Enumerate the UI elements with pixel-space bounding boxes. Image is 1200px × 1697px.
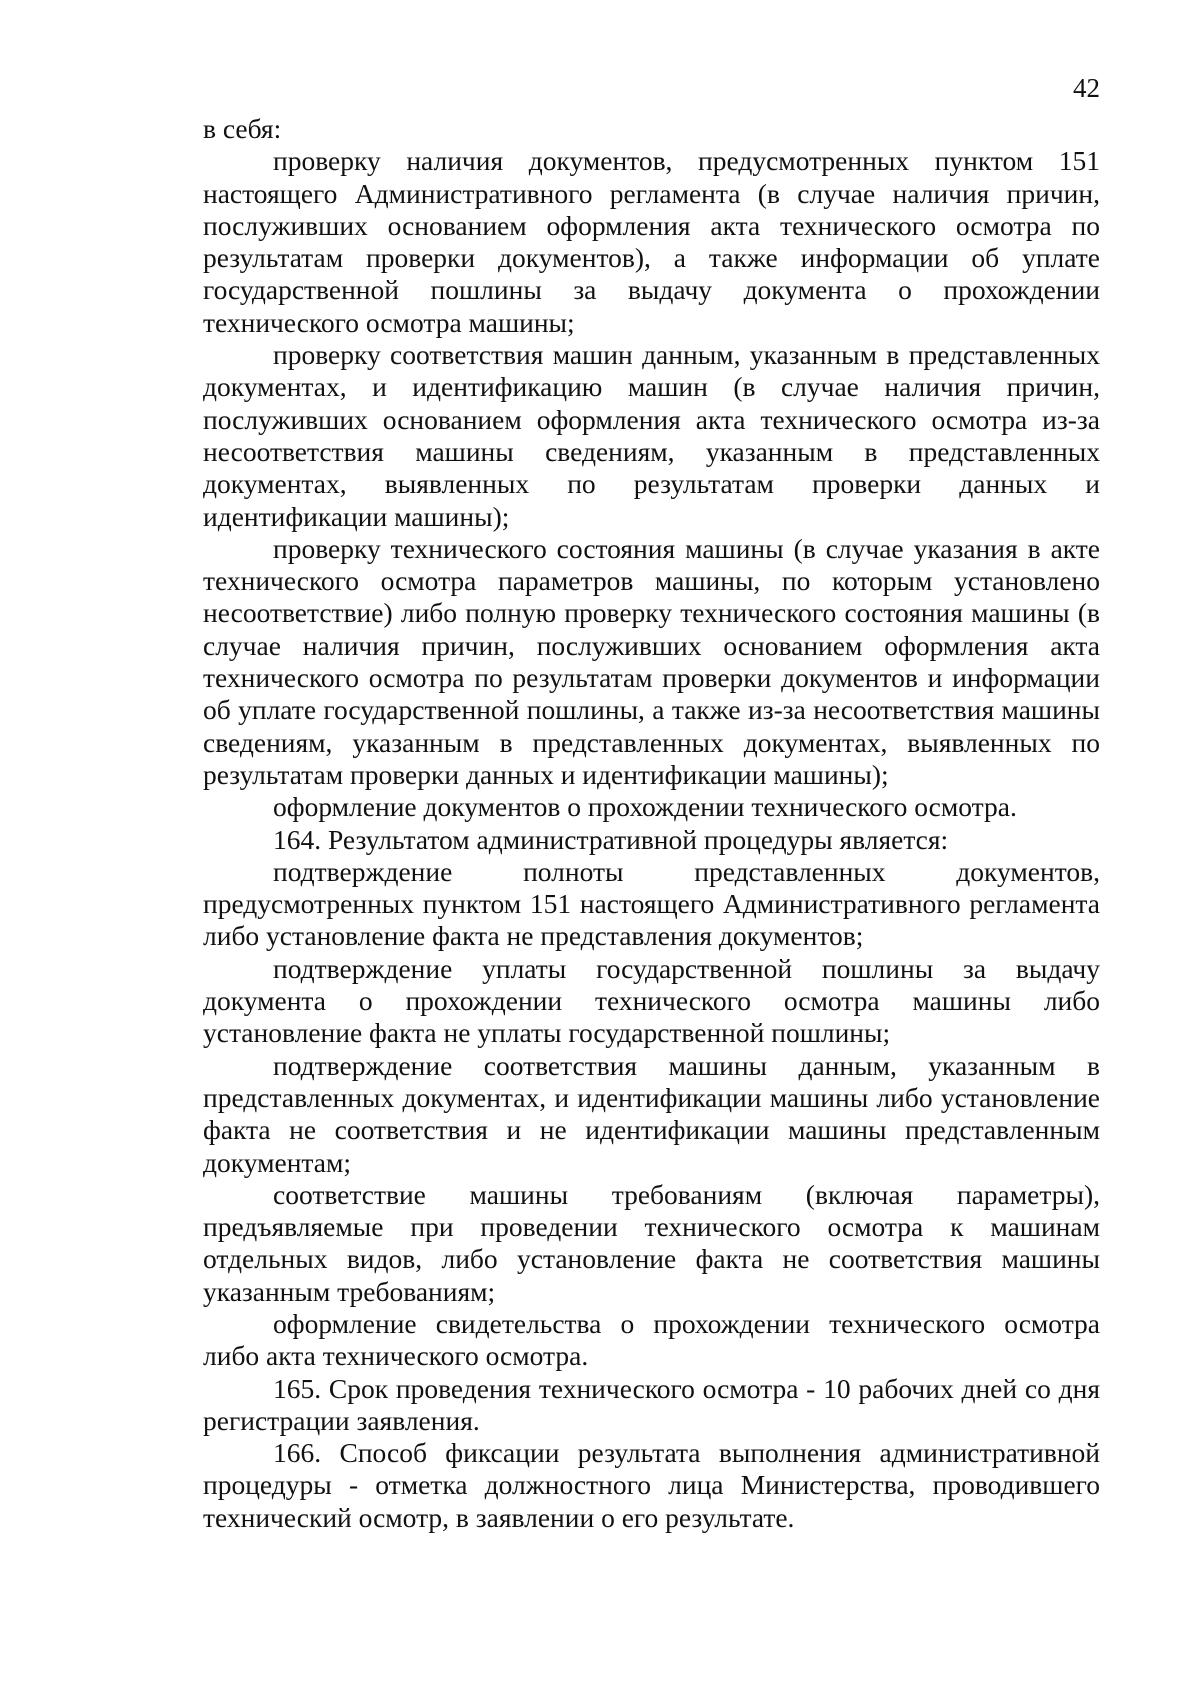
paragraph: проверку соответствия машин данным, указанным в представленных документах, и идентификацию машин (в случае наличия причин, послуживших основанием оформления акта технического осмотра из-за несоответствия машины сведениям, указанным в представленных документах, выявленных по результатам проверки данных и идентификации машины); <box>203 339 1100 532</box>
paragraph: в себя: <box>203 113 282 144</box>
paragraph: соответствие машины требованиям (включая параметры), предъявляемые при проведении технического осмотра к машинам отдельных видов, либо установление факта не соответствия машины указанным требованиям; <box>203 1178 1100 1307</box>
paragraph: оформление свидетельства о прохождении технического осмотра либо акта технического осмотра. <box>203 1307 1100 1372</box>
paragraph: проверку технического состояния машины (в случае указания в акте технического осмотра параметров машины, по которым установлено несоответствие) либо полную проверку технического состояния машины (в случае наличия причин, послуживших основанием оформления акта технического осмотра по результатам проверки документов и информации об уплате государственной пошлины, а также из-за несоответствия машины сведениям, указанным в представленных документах, выявленных по результатам проверки данных и идентификации машины); <box>203 532 1100 790</box>
paragraph: 165. Срок проведения технического осмотра - 10 рабочих дней со дня регистрации заявления. <box>203 1372 1100 1436</box>
paragraph: 164. Результатом административной процедуры является: <box>273 823 949 855</box>
paragraph: подтверждение соответствия машины данным, указанным в представленных документах, и идентификации машины либо установление факта не соответствия и не идентификации машины представленным документам; <box>203 1049 1100 1178</box>
paragraph: подтверждение полноты представленных документов, предусмотренных пунктом 151 настоящего Административного регламента либо установление факта не представления документов; <box>203 855 1100 952</box>
paragraph: оформление документов о прохождении технического осмотра. <box>273 791 1017 823</box>
document-body <box>203 113 1100 1534</box>
paragraph: подтверждение уплаты государственной пошлины за выдачу документа о прохождении технического осмотра машины либо установление факта не уплаты государственной пошлины; <box>203 952 1100 1049</box>
page-number: 42 <box>1073 73 1100 103</box>
paragraph: проверку наличия документов, предусмотренных пунктом 151 настоящего Административного регламента (в случае наличия причин, послуживших основанием оформления акта технического осмотра по результатам проверки документов), а также информации об уплате государственной пошлины за выдачу документа о прохождении технического осмотра машины; <box>203 145 1100 338</box>
paragraph: 166. Способ фиксации результата выполнения административной процедуры - отметка должностного лица Министерства, проводившего технический осмотр, в заявлении о его результате. <box>203 1437 1100 1533</box>
